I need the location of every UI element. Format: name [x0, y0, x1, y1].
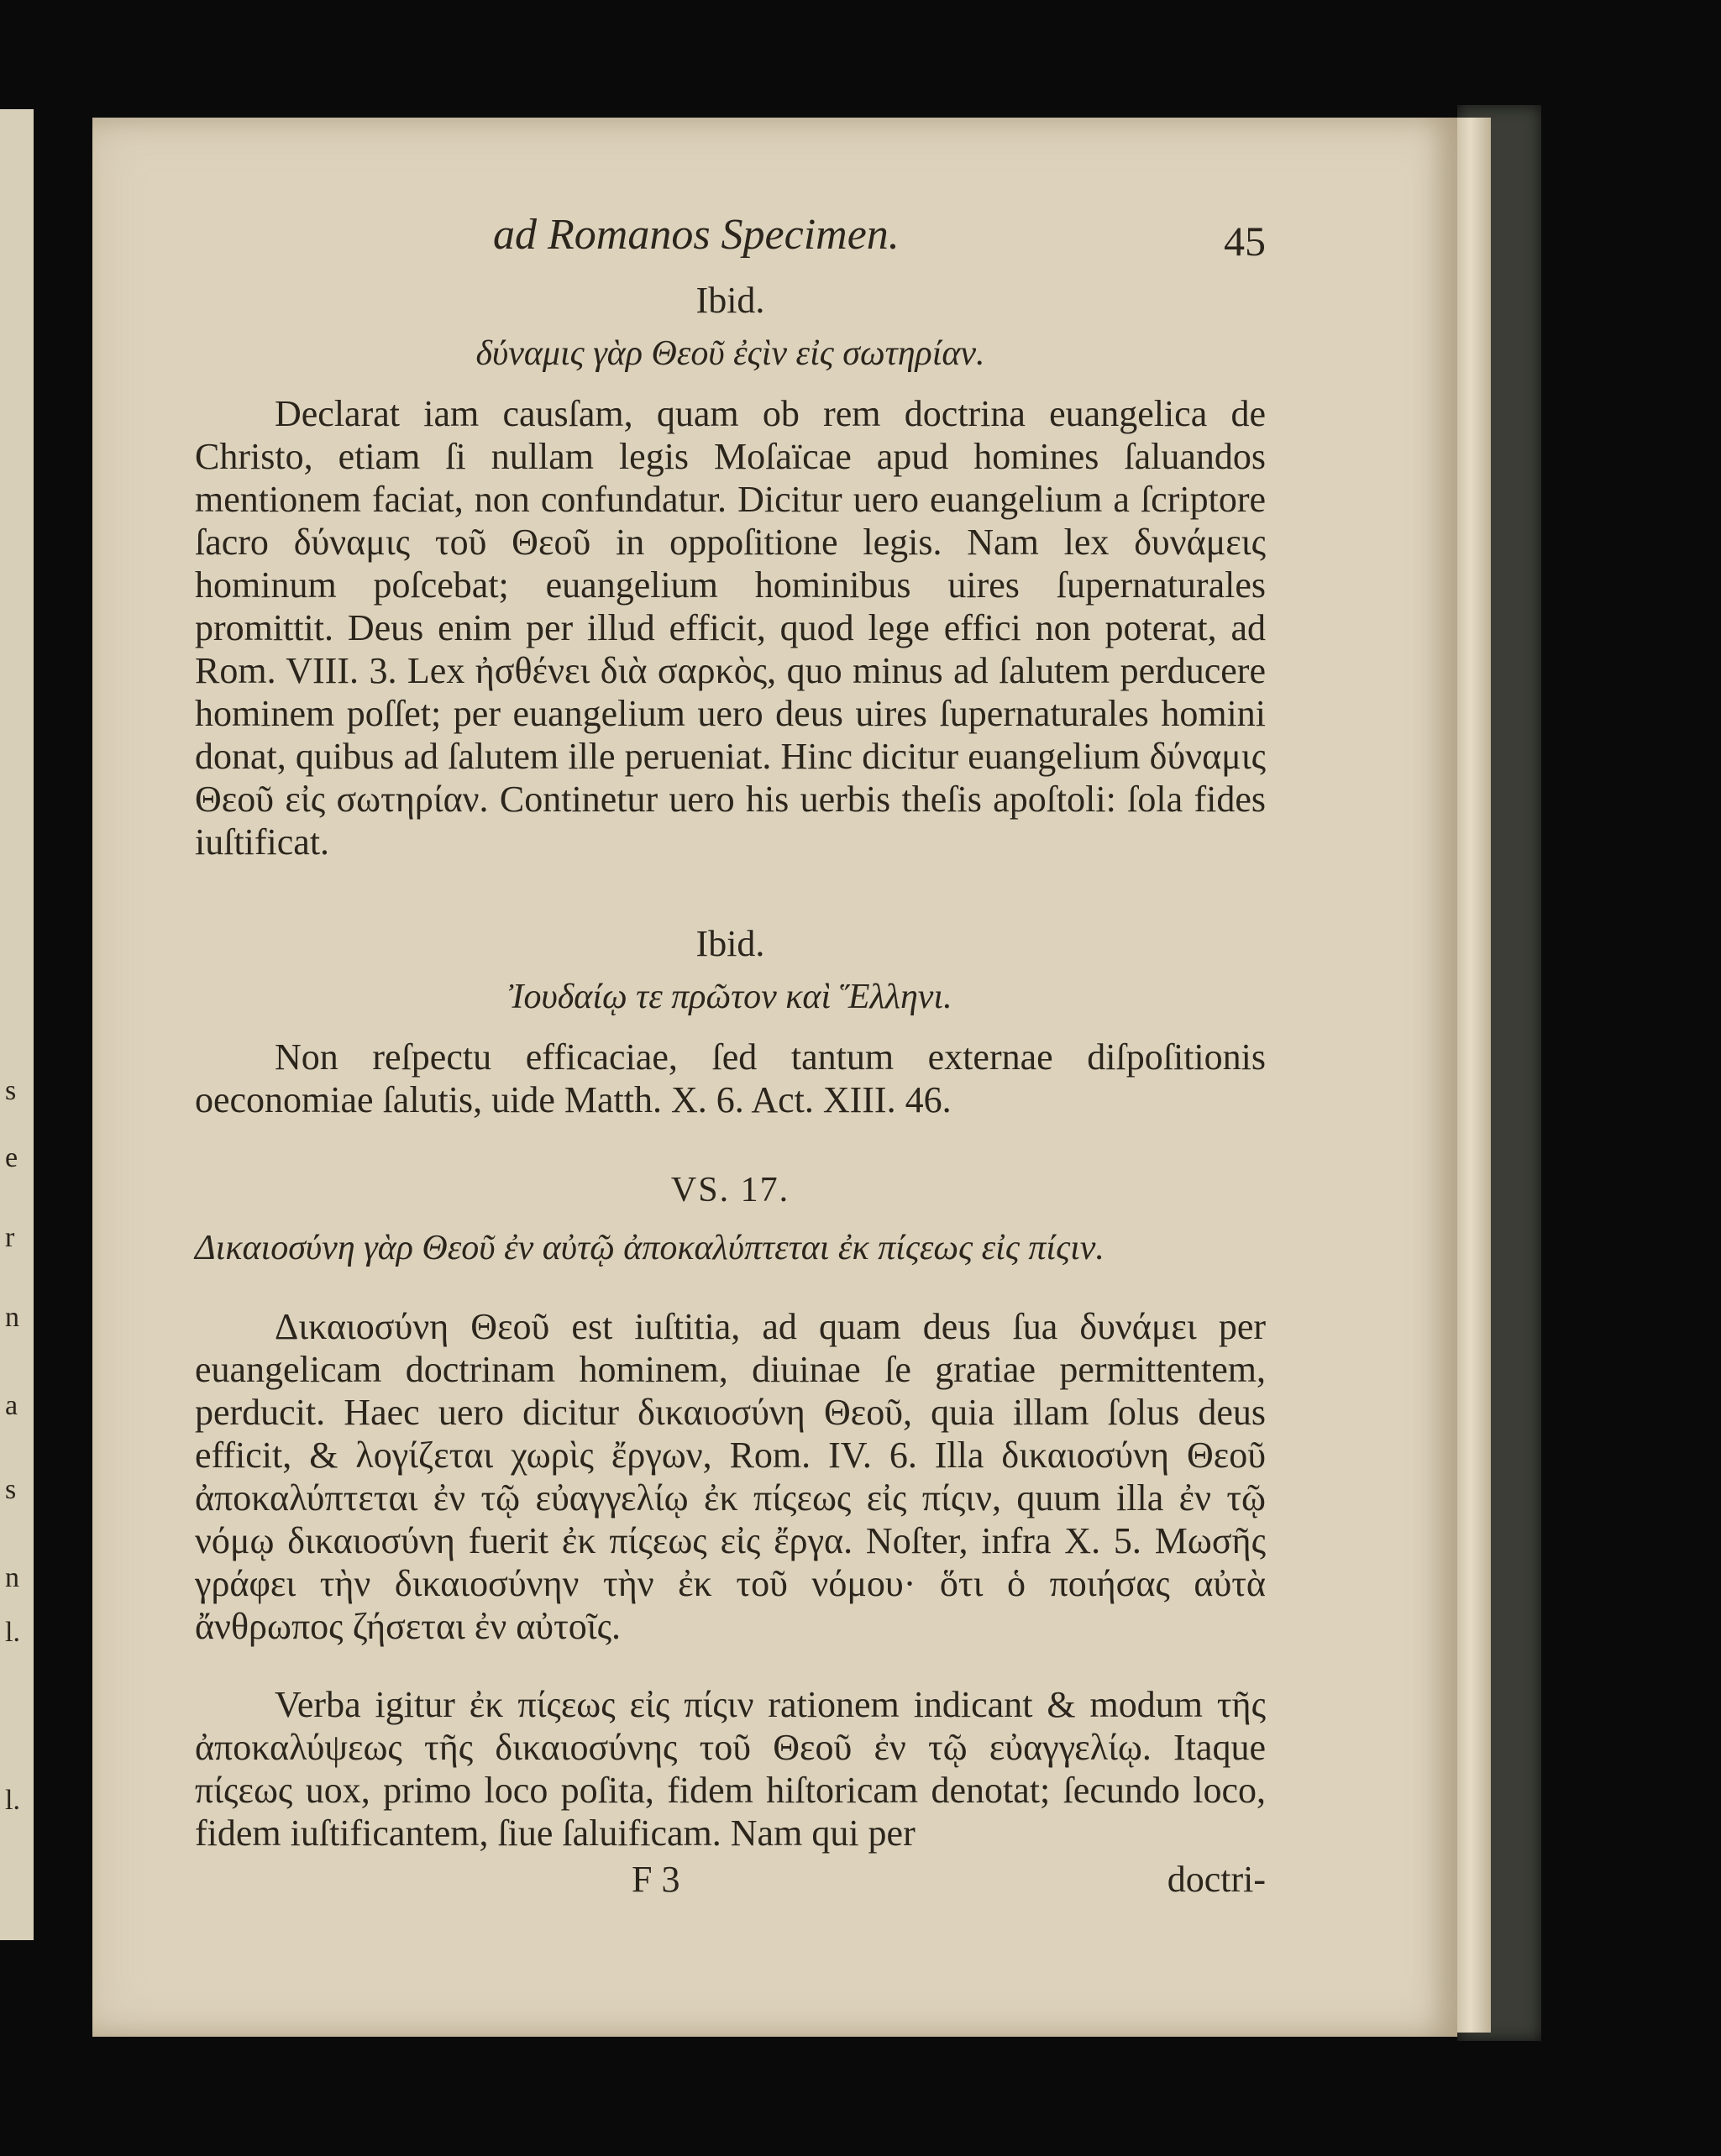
margin-letter: s [5, 1474, 17, 1505]
page-number: 45 [1224, 218, 1266, 265]
verse-number: VS. 17. [670, 1171, 790, 1209]
margin-letter: e [5, 1142, 18, 1173]
margin-letter: s [5, 1075, 17, 1106]
page-footer [195, 1858, 1266, 1908]
margin-letter: n [5, 1302, 19, 1333]
margin-letter: r [5, 1222, 15, 1253]
section-heading: Ibid. [695, 280, 765, 321]
greek-lemma: δύναμις γὰρ Θεοῦ ἐςὶν εἰς σωτηρίαν. [475, 334, 985, 373]
commentary-paragraph: Declarat iam causſam, quam ob rem doctrina euangelica de Christo, etiam ſi nullam legis Moſaïcae apud homines ſaluandos mentionem faciat, non confundatur. Dicitur uero euangelium a ſcriptore ſacro δύναμις τοῦ Θεοῦ in oppoſitione legis. Nam lex δυνάμεις hominum poſcebat; euangelium hominibus uires ſupernaturales promittit. Deus enim per illud efficit, quod lege effici non poterat, ad Rom. VIII. 3. Lex ἠσθένει διὰ σαρκὸς, quo minus ad ſalutem perducere hominem poſſet; per euangelium uero deus uires ſupernaturales homini donat, quibus ad ſalutem ille perueniat. Hinc dicitur euangelium δύναμις Θεοῦ εἰς σωτηρίαν. Continetur uero his uerbis theſis apoſtoli: ſola fides iuſtificat. [195, 393, 1266, 863]
margin-letter: l. [5, 1617, 20, 1648]
margin-letter: l. [5, 1785, 20, 1816]
section-heading: Ibid. [695, 923, 765, 964]
page-text [195, 210, 1266, 1908]
margin-letter: n [5, 1562, 19, 1593]
running-title: ad Romanos Specimen. [493, 211, 900, 259]
page-edge [1457, 118, 1491, 2033]
commentary-paragraph: Non reſpectu efficaciae, ſed tantum externae diſpoſitionis oeconomiae ſalutis, uide Matth. X. 6. Act. XIII. 46. [195, 1036, 1266, 1120]
commentary-paragraph: Verba igitur ἐκ πίςεως εἰς πίςιν rationem indicant & modum τῆς ἀποκαλύψεως τῆς δικαιοσύνης τοῦ Θεοῦ ἐν τῷ εὐαγγελίῳ. Itaque πίςεως uox, primo loco poſita, fidem hiſtoricam denotat; ſecundo loco, fidem iuſtificantem, ſiue ſaluificam. Nam qui per [195, 1684, 1266, 1854]
catchword: doctri- [1167, 1859, 1266, 1900]
facing-page-edge [0, 109, 34, 1940]
margin-letter: a [5, 1390, 18, 1421]
signature-mark: F 3 [632, 1859, 680, 1900]
page-header [195, 210, 1266, 269]
greek-lemma: Δικαιοσύνη γὰρ Θεοῦ ἐν αὐτῷ ἀποκαλύπτεται ἐκ πίςεως εἰς πίςιν. [195, 1229, 1104, 1267]
commentary-paragraph: Δικαιοσύνη Θεοῦ est iuſtitia, ad quam deus ſua δυνάμει per euangelicam doctrinam hominem, diuinae ſe gratiae permittentem, perducit. Haec uero dicitur δικαιοσύνη Θεοῦ, quia illam ſolus deus efficit, & λογίζεται χωρὶς ἔργων, Rom. IV. 6. Illa δικαιοσύνη Θεοῦ ἀποκαλύπτεται ἐν τῷ εὐαγγελίῳ ἐκ πίςεως εἰς πίςιν, quum illa ἐν τῷ νόμῳ δικαιοσύνη fuerit ἐκ πίςεως εἰς ἔργα. Noſter, infra X. 5. Μωσῆς γράφει τὴν δικαιοσύνην τὴν ἐκ τοῦ νόμου· ὅτι ὁ ποιήσας αὐτὰ ἄνθρωπος ζήσεται ἐν αὐτοῖς. [195, 1306, 1266, 1647]
greek-lemma: Ἰουδαίῳ τε πρῶτον καὶ Ἕλληνι. [508, 978, 952, 1016]
